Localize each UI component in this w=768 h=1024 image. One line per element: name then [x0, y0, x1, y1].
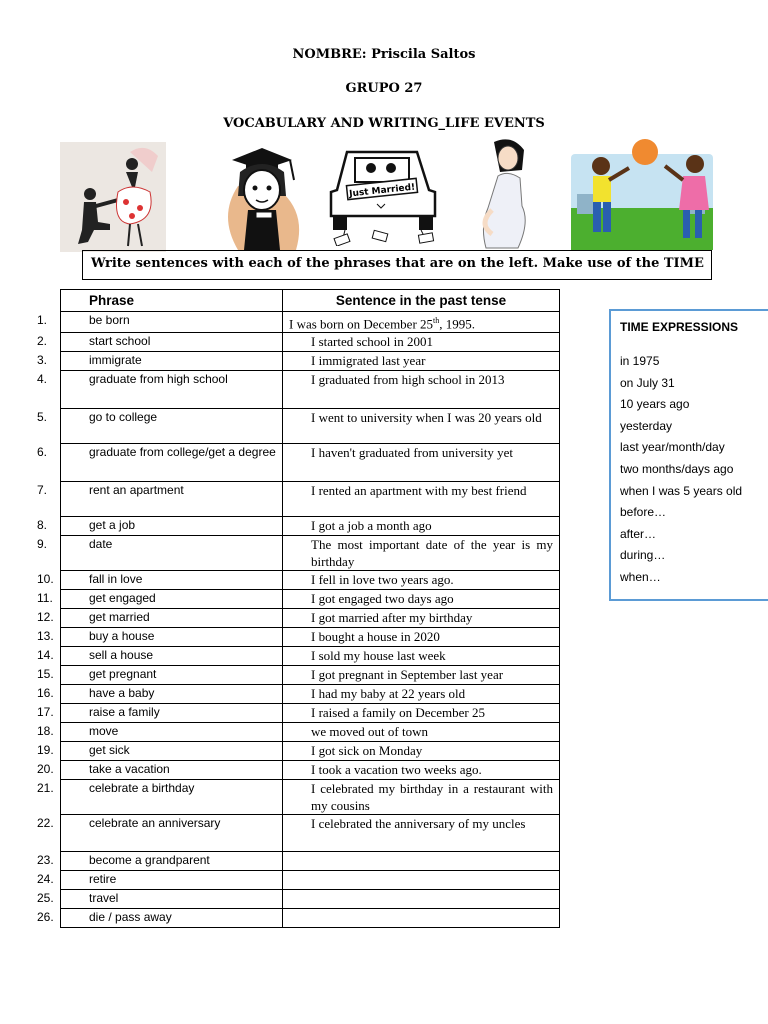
- instructions: Write sentences with each of the phrases that are on the left. Make use of the TIME: [82, 250, 712, 280]
- life-events-table: [37, 289, 560, 928]
- sentence-cell: I got pregnant in September last year: [283, 666, 560, 685]
- worksheet-title: VOCABULARY AND WRITING_LIFE EVENTS: [223, 116, 545, 131]
- phrase-text: get a job: [89, 518, 136, 533]
- sentence-cell: I sold my house last week: [283, 647, 560, 666]
- row-number: 22.: [37, 816, 54, 831]
- phrase-cell: [37, 761, 283, 780]
- table-row: [61, 571, 560, 590]
- sentence-cell: I immigrated last year: [283, 352, 560, 371]
- phrase-text: move: [89, 724, 119, 739]
- row-number: 4.: [37, 372, 48, 387]
- table-row: [61, 333, 560, 352]
- table-row: [61, 871, 560, 890]
- time-expressions-box: [609, 309, 768, 601]
- row-number: 11.: [37, 591, 53, 606]
- row-number: 21.: [37, 781, 54, 796]
- table-row: [61, 890, 560, 909]
- time-expression-item: in 1975: [620, 354, 660, 368]
- table-row: [61, 536, 560, 571]
- table-row: [61, 685, 560, 704]
- row-number: 6.: [37, 445, 48, 460]
- phrase-text: die / pass away: [89, 910, 172, 925]
- sentence-cell: I haven't graduated from university yet: [283, 444, 560, 482]
- table-header-row: [61, 290, 560, 312]
- sentence-cell: I got married after my birthday: [283, 609, 560, 628]
- phrase-cell: [37, 409, 283, 444]
- sentence-cell: I got engaged two days ago: [283, 590, 560, 609]
- time-expression-item: 10 years ago: [620, 397, 690, 412]
- time-expression-item: two months/days ago: [620, 461, 734, 476]
- phrase-text: travel: [89, 891, 119, 906]
- phrase-cell: [37, 609, 283, 628]
- sentence-cell: we moved out of town: [283, 723, 560, 742]
- sentence-cell: I raised a family on December 25: [283, 704, 560, 723]
- phrase-column-header: Phrase: [61, 290, 283, 312]
- sentence-cell: I celebrated my birthday in a restaurant with my cousins: [283, 780, 560, 815]
- sentence-cell: [283, 871, 560, 890]
- phrase-text: date: [89, 537, 113, 552]
- sentence-cell: [283, 890, 560, 909]
- phrase-cell: [37, 666, 283, 685]
- row-number: 7.: [37, 483, 48, 498]
- table-row: [61, 704, 560, 723]
- table-row: [61, 312, 560, 333]
- phrase-text: have a baby: [89, 686, 155, 701]
- time-expression-item: yesterday: [620, 418, 673, 433]
- just-married-car-clipart: [325, 146, 440, 246]
- phrase-cell: [37, 352, 283, 371]
- row-number: 17.: [37, 705, 54, 720]
- student-name: NOMBRE: Priscila Saltos: [292, 47, 476, 62]
- phrase-text: be born: [89, 313, 130, 327]
- table-row: [61, 371, 560, 409]
- table-row: [61, 780, 560, 815]
- row-number: 16.: [37, 686, 54, 701]
- sentence-cell: I fell in love two years ago.: [283, 571, 560, 590]
- phrase-cell: [37, 871, 283, 890]
- phrase-cell: [37, 723, 283, 742]
- row-number: 1.: [37, 313, 48, 327]
- phrase-text: become a grandparent: [89, 853, 210, 868]
- phrase-text: graduate from high school: [89, 372, 228, 387]
- phrase-cell: [37, 909, 283, 928]
- phrase-cell: [37, 444, 283, 482]
- sentence-cell: I went to university when I was 20 years old: [283, 409, 560, 444]
- table-row: [61, 628, 560, 647]
- table-row: [61, 517, 560, 536]
- phrase-cell: [37, 590, 283, 609]
- time-expression-item: during…: [620, 548, 666, 563]
- phrase-cell: [37, 704, 283, 723]
- kids-playing-ball-clipart: [571, 138, 713, 250]
- row-number: 24.: [37, 872, 54, 887]
- phrase-text: go to college: [89, 410, 158, 425]
- table-row: [61, 352, 560, 371]
- sentence-cell: I got a job a month ago: [283, 517, 560, 536]
- phrase-cell: [37, 571, 283, 590]
- time-expression-item: when…: [620, 569, 661, 584]
- phrase-text: celebrate an anniversary: [89, 816, 221, 831]
- row-number: 13.: [37, 629, 54, 644]
- phrase-text: immigrate: [89, 353, 142, 368]
- table-row: [61, 852, 560, 871]
- table-row: [61, 909, 560, 928]
- sentence-cell: I graduated from high school in 2013: [283, 371, 560, 409]
- table-row: [61, 761, 560, 780]
- sentence-cell: I bought a house in 2020: [283, 628, 560, 647]
- row-number: 14.: [37, 648, 54, 663]
- sentence-cell: I was born on December 25th, 1995.: [283, 312, 560, 333]
- phrase-text: get pregnant: [89, 667, 157, 682]
- phrase-text: get engaged: [89, 591, 156, 606]
- phrase-text: get sick: [89, 743, 130, 758]
- sentence-column-header: Sentence in the past tense: [283, 290, 560, 312]
- time-expression-item: before…: [620, 505, 667, 520]
- phrase-text: buy a house: [89, 629, 155, 644]
- row-number: 18.: [37, 724, 54, 739]
- table-row: [61, 742, 560, 761]
- phrase-cell: [37, 628, 283, 647]
- graduate-clipart: [218, 146, 300, 252]
- time-expressions-title: TIME EXPRESSIONS: [620, 320, 739, 334]
- row-number: 5.: [37, 410, 48, 425]
- phrase-cell: [37, 536, 283, 571]
- phrase-text: retire: [89, 872, 117, 887]
- table-row: [61, 482, 560, 517]
- phrase-cell: [37, 371, 283, 409]
- phrase-cell: [37, 815, 283, 852]
- phrase-text: graduate from college/get a degree: [89, 445, 276, 460]
- sentence-cell: I started school in 2001: [283, 333, 560, 352]
- phrase-cell: [37, 647, 283, 666]
- table-row: [61, 609, 560, 628]
- proposal-clipart: [60, 142, 166, 252]
- phrase-cell: [37, 890, 283, 909]
- table-row: [61, 409, 560, 444]
- table-row: [61, 815, 560, 852]
- row-number: 20.: [37, 762, 54, 777]
- time-expression-item: when I was 5 years old: [620, 483, 743, 498]
- row-number: 19.: [37, 743, 54, 758]
- phrase-text: start school: [89, 334, 151, 349]
- phrase-cell: [37, 852, 283, 871]
- phrase-text: fall in love: [89, 572, 143, 587]
- row-number: 23.: [37, 853, 54, 868]
- phrase-cell: [37, 312, 283, 333]
- row-number: 10.: [37, 572, 54, 587]
- time-expression-item: on July 31: [620, 375, 675, 390]
- row-number: 8.: [37, 518, 48, 533]
- phrase-cell: [37, 685, 283, 704]
- row-number: 2.: [37, 334, 48, 349]
- phrase-cell: [37, 742, 283, 761]
- group-label: GRUPO 27: [345, 81, 423, 96]
- phrase-cell: [37, 517, 283, 536]
- pregnant-woman-clipart: [478, 136, 530, 250]
- sentence-cell: I took a vacation two weeks ago.: [283, 761, 560, 780]
- sentence-cell: The most important date of the year is my birthday: [283, 536, 560, 571]
- phrase-cell: [37, 482, 283, 517]
- phrase-cell: [37, 333, 283, 352]
- time-expression-item: last year/month/day: [620, 440, 725, 455]
- sentence-cell: I celebrated the anniversary of my uncles: [283, 815, 560, 852]
- table-row: [61, 723, 560, 742]
- phrase-text: sell a house: [89, 648, 154, 663]
- table-row: [61, 590, 560, 609]
- phrase-text: celebrate a birthday: [89, 781, 195, 796]
- table-row: [61, 666, 560, 685]
- row-number: 25.: [37, 891, 54, 906]
- sentence-cell: [283, 852, 560, 871]
- table-row: [61, 647, 560, 666]
- sentence-cell: [283, 909, 560, 928]
- phrase-text: take a vacation: [89, 762, 170, 777]
- phrase-text: raise a family: [89, 705, 160, 720]
- time-expression-item: after…: [620, 526, 657, 541]
- sentence-cell: I rented an apartment with my best friend: [283, 482, 560, 517]
- row-number: 9.: [37, 537, 48, 552]
- phrase-text: rent an apartment: [89, 483, 184, 498]
- sentence-cell: I got sick on Monday: [283, 742, 560, 761]
- table-row: [61, 444, 560, 482]
- row-number: 12.: [37, 610, 54, 625]
- phrase-text: get married: [89, 610, 150, 625]
- row-number: 26.: [37, 910, 54, 925]
- row-number: 3.: [37, 353, 48, 368]
- phrase-cell: [37, 780, 283, 815]
- row-number: 15.: [37, 667, 54, 682]
- car-sign-text: Just Married!: [348, 182, 416, 200]
- sentence-cell: I had my baby at 22 years old: [283, 685, 560, 704]
